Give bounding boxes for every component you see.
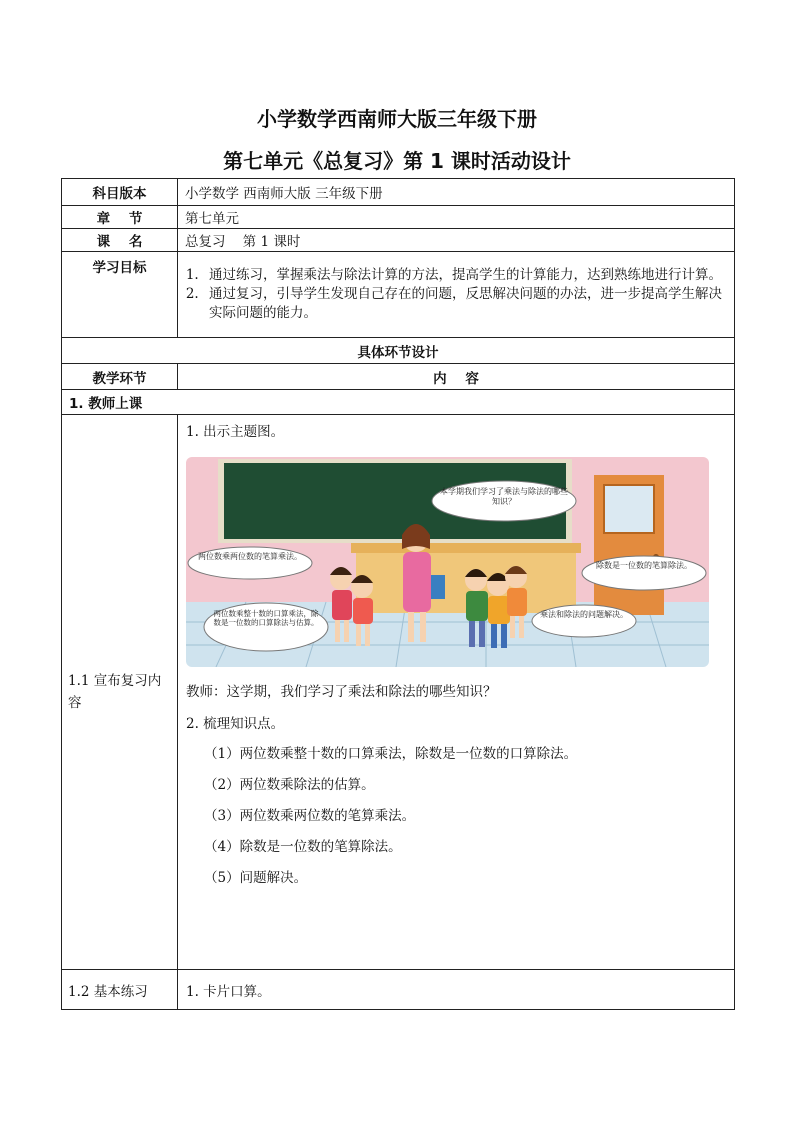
step-2-text: 2. 梳理知识点。 (186, 716, 285, 732)
bubble-left-bottom (204, 603, 328, 651)
row-1-2-content: 1. 卡片口算。 (178, 970, 735, 1010)
row-goals (62, 252, 735, 338)
row-1-1-label: 1.1 宣布复习内容 (68, 673, 162, 711)
row-design-heading (62, 338, 735, 364)
subject-label: 科目版本 (62, 179, 178, 206)
lesson-plan-table (61, 178, 735, 1010)
chapter-value: 第七单元 (178, 206, 735, 229)
classroom-illustration (186, 457, 709, 667)
row-subject (62, 179, 735, 206)
bubble-right-top-text: 除数是一位数的笔算除法。 (596, 561, 692, 570)
row-1-1-content (178, 415, 735, 970)
step-1-text: 1. 出示主题图。 (186, 424, 285, 440)
row-1-1-label-cell (62, 415, 178, 970)
goal-item: 2. 通过复习，引导学生发现自己存在的问题，反思解决问题的办法，进一步提高学生解决实际问题的能力。 (203, 285, 727, 323)
subject-value: 小学数学 西南师大版 三年级下册 (178, 179, 735, 206)
desk-top (351, 543, 581, 553)
row-section-1 (62, 390, 735, 415)
goals-cell (178, 252, 735, 338)
row-1-2 (62, 970, 735, 1010)
bubble-right-bottom (532, 605, 636, 637)
content-column-header: 内 容 (178, 364, 735, 390)
row-1-1 (62, 415, 735, 970)
knowledge-point: （4）除数是一位数的笔算除法。 (204, 839, 402, 855)
document-subtitle: 第七单元《总复习》第 1 课时活动设计 (223, 149, 571, 173)
goals-label: 学习目标 (62, 252, 178, 338)
bubble-left-top-text: 两位数乘两位数的笔算乘法。 (198, 552, 302, 561)
knowledge-point: （3）两位数乘两位数的笔算乘法。 (204, 808, 416, 824)
chapter-label: 章 节 (62, 206, 178, 229)
bubble-right-bottom-text: 乘法和除法的问题解决。 (540, 610, 628, 619)
door-window (604, 485, 654, 533)
stage-column-header: 教学环节 (62, 364, 178, 390)
bubble-left-top (188, 547, 312, 579)
row-chapter (62, 206, 735, 229)
teacher-book (431, 575, 445, 599)
goals-list (185, 266, 727, 323)
teacher-question: 教师：这学期，我们学习了乘法和除法的哪些知识？ (186, 684, 497, 700)
document-title: 小学数学西南师大版三年级下册 (257, 107, 537, 131)
bubble-teacher-text: 本学期我们学习了乘法与除法的哪些知识？ (440, 487, 568, 506)
row-1-2-label: 1.2 基本练习 (62, 970, 178, 1010)
knowledge-point: （2）两位数乘除法的估算。 (204, 777, 375, 793)
knowledge-point: （5）问题解决。 (204, 870, 308, 886)
lesson-value: 总复习 第 1 课时 (178, 229, 735, 252)
row-lesson (62, 229, 735, 252)
bubble-teacher (432, 481, 576, 521)
lesson-label: 课 名 (62, 229, 178, 252)
knowledge-point: （1）两位数乘整十数的口算乘法，除数是一位数的口算除法。 (204, 746, 578, 762)
design-heading: 具体环节设计 (62, 338, 735, 364)
row-column-headers (62, 364, 735, 390)
teacher-body (403, 552, 431, 612)
goal-item: 1. 通过练习，掌握乘法与除法计算的方法，提高学生的计算能力，达到熟练地进行计算。 (203, 266, 727, 285)
bubble-right-top (582, 556, 706, 590)
section-1-title: 1. 教师上课 (62, 390, 735, 415)
bubble-left-bottom-text: 两位数乘整十数的口算乘法，除数是一位数的口算除法与估算。 (213, 609, 319, 627)
